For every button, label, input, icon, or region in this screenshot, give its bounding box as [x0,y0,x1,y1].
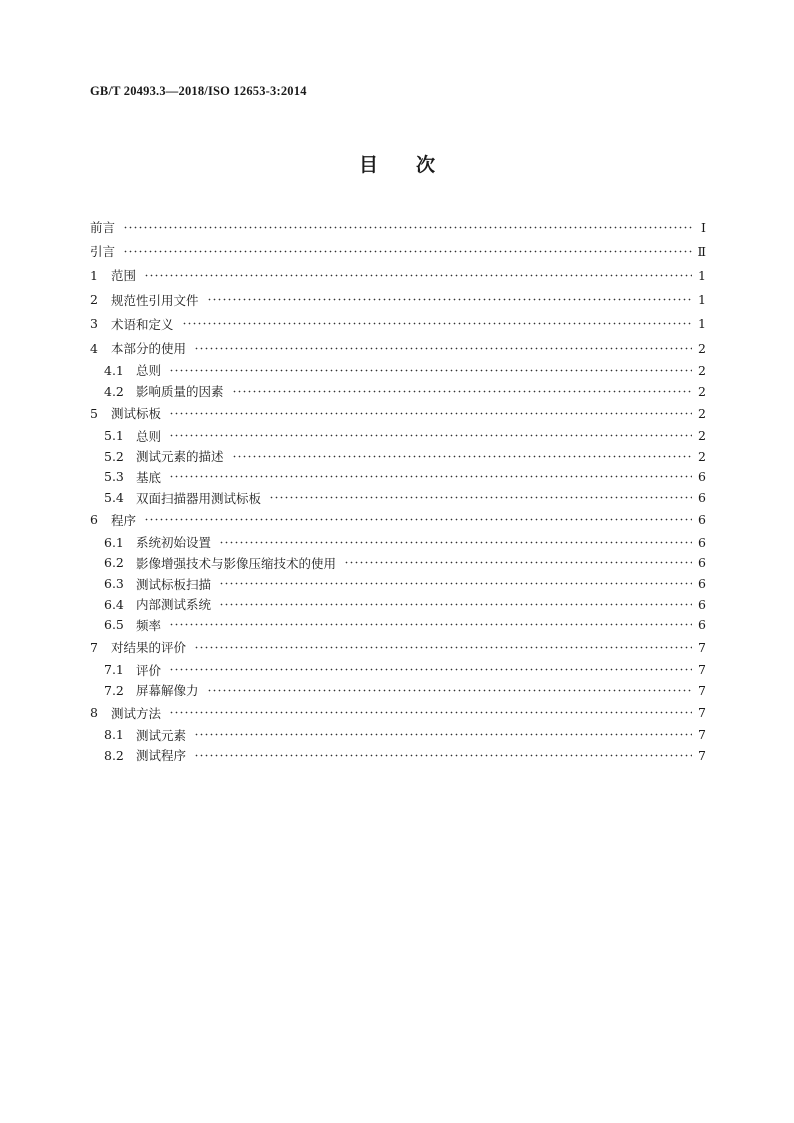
toc-entry-label: 测试方法 [111,705,162,721]
toc-entry-number: 6.2 [104,555,124,571]
toc-subentry[interactable] [90,745,706,766]
toc-dot-leader [269,496,692,499]
toc-entry-page: Ⅰ [701,219,706,235]
toc-dot-leader [344,561,692,564]
toc-entry-page: 7 [698,705,706,720]
toc-dot-leader [169,369,692,372]
toc-dot-leader [232,455,692,458]
toc-dot-leader [169,623,692,626]
toc-entry-label: 测试元素的描述 [136,449,224,465]
toc-dot-leader [144,274,692,277]
toc-entry-page: Ⅱ [697,243,706,259]
toc-subentry[interactable] [90,725,706,746]
toc-entry-label: 规范性引用文件 [111,292,199,308]
toc-subentry[interactable] [90,532,706,553]
toc-subentry[interactable] [90,594,706,615]
toc-entry-number: 6.5 [104,617,124,633]
toc-entry-page: 7 [698,747,706,763]
toc-entry-number: 5 [90,405,98,421]
toc-entry-label: 内部测试系统 [136,597,212,613]
toc-entry-label: 系统初始设置 [136,535,212,551]
toc-dot-leader [123,250,691,253]
toc-dot-leader [182,322,692,325]
toc-entry-number: 8.1 [104,727,124,743]
toc-entry-label: 总则 [136,363,162,379]
toc-dot-leader [123,226,692,229]
toc-entry-number: 3 [90,316,98,332]
toc-entry-page: 6 [698,534,706,550]
toc-entry-page: 6 [698,617,706,633]
toc-entry-page: 7 [698,639,706,655]
toc-subentry[interactable] [90,659,706,680]
toc-dot-leader [207,298,692,301]
toc-dot-leader [169,668,692,671]
toc-entry-number: 4.1 [104,362,124,378]
toc-entry-number: 7 [90,639,98,655]
toc-entry-number: 1 [90,267,98,283]
toc-entry-page: 6 [698,596,706,612]
toc-dot-leader [194,733,692,736]
toc-entry-page: 6 [698,576,706,592]
toc-dot-leader [207,689,692,692]
toc-entry-page: 7 [698,727,706,743]
toc-entry-number: 2 [90,292,98,308]
toc-dot-leader [144,518,692,521]
toc-entry-label: 测试元素 [136,727,187,743]
toc-entry-number: 7.2 [104,682,124,698]
toc-entry-number: 7.1 [104,662,124,678]
toc-dot-leader [169,711,692,714]
toc-entry-number: 6.1 [104,534,124,550]
toc-dot-leader [194,754,692,757]
toc-subentry[interactable] [90,381,706,402]
toc-entry-label: 评价 [136,662,162,678]
toc-entry-page: 1 [698,292,706,308]
toc-entry-label: 前言 [90,220,116,236]
toc-subentry[interactable] [90,680,706,701]
toc-entry[interactable] [90,336,706,360]
toc-dot-leader [169,475,692,478]
toc-entry-label: 频率 [136,617,162,633]
toc-entry[interactable] [90,312,706,336]
toc-dot-leader [219,603,692,606]
toc-entry-number: 8.2 [104,747,124,763]
toc-entry-number: 6 [90,512,98,528]
toc-entry-label: 范围 [111,268,137,284]
toc-entry[interactable] [90,239,706,263]
toc-entry-page: 2 [698,383,706,399]
toc-entry[interactable] [90,508,706,532]
toc-entry-label: 影响质量的因素 [136,384,224,400]
toc-entry[interactable] [90,635,706,659]
toc-entry[interactable] [90,401,706,425]
toc-entry-number: 5.3 [104,469,124,485]
toc-dot-leader [169,412,692,415]
toc-entry-label: 测试标板扫描 [136,576,212,592]
toc-entry-label: 本部分的使用 [111,341,187,357]
toc-entry-label: 屏幕解像力 [136,683,199,699]
toc-entry-number: 5.2 [104,448,124,464]
toc-entry-page: 6 [698,512,706,528]
toc-entry-number: 4.2 [104,383,124,399]
toc-entry-page: 6 [698,490,706,506]
toc-entry-number: 8 [90,705,98,720]
toc-entry-number: 5.4 [104,490,124,506]
toc-entry-page: 1 [698,267,706,283]
toc-entry-label: 术语和定义 [111,316,174,332]
toc-entry-label: 影像增强技术与影像压缩技术的使用 [136,555,337,571]
toc-dot-leader [194,646,692,649]
toc-entry-page: 6 [698,555,706,571]
toc-entry[interactable] [90,288,706,312]
toc-subentry[interactable] [90,573,706,594]
toc-dot-leader [219,541,692,544]
toc-entry-label: 程序 [111,512,137,528]
toc-dot-leader [169,434,692,437]
toc-entry[interactable] [90,215,706,239]
toc-entry-page: 2 [698,448,706,464]
toc-entry[interactable] [90,700,706,724]
toc-dot-leader [232,390,692,393]
table-of-contents [90,215,706,766]
toc-subentry[interactable] [90,360,706,381]
toc-entry-label: 对结果的评价 [111,640,187,656]
toc-entry-label: 基底 [136,469,162,485]
toc-entry-page: 2 [698,405,706,421]
toc-entry-page: 1 [698,316,706,332]
toc-dot-leader [194,347,692,350]
toc-entry-number: 4 [90,340,98,356]
toc-subentry[interactable] [90,553,706,574]
toc-title: 目次 [358,154,473,176]
toc-entry-label: 测试标板 [111,406,162,422]
toc-entry-label: 双面扫描器用测试标板 [136,490,262,506]
toc-entry-label: 引言 [90,244,116,260]
toc-entry-number: 5.1 [104,428,124,444]
toc-entry-page: 6 [698,469,706,485]
toc-entry-page: 2 [698,428,706,444]
toc-subentry[interactable] [90,614,706,635]
toc-entry-number: 6.4 [104,596,124,612]
toc-entry-page: 7 [698,662,706,678]
toc-entry-label: 总则 [136,428,162,444]
toc-entry-label: 测试程序 [136,748,187,764]
toc-dot-leader [219,582,692,585]
toc-subentry[interactable] [90,446,706,467]
toc-entry-number: 6.3 [104,576,124,592]
toc-entry[interactable] [90,263,706,287]
toc-entry-page: 7 [698,682,706,698]
toc-entry-page: 2 [698,362,706,378]
toc-subentry[interactable] [90,426,706,447]
document-code: GB/T 20493.3—2018/ISO 12653-3:2014 [90,84,307,98]
toc-entry-page: 2 [698,340,706,356]
toc-subentry[interactable] [90,487,706,508]
toc-subentry[interactable] [90,467,706,488]
